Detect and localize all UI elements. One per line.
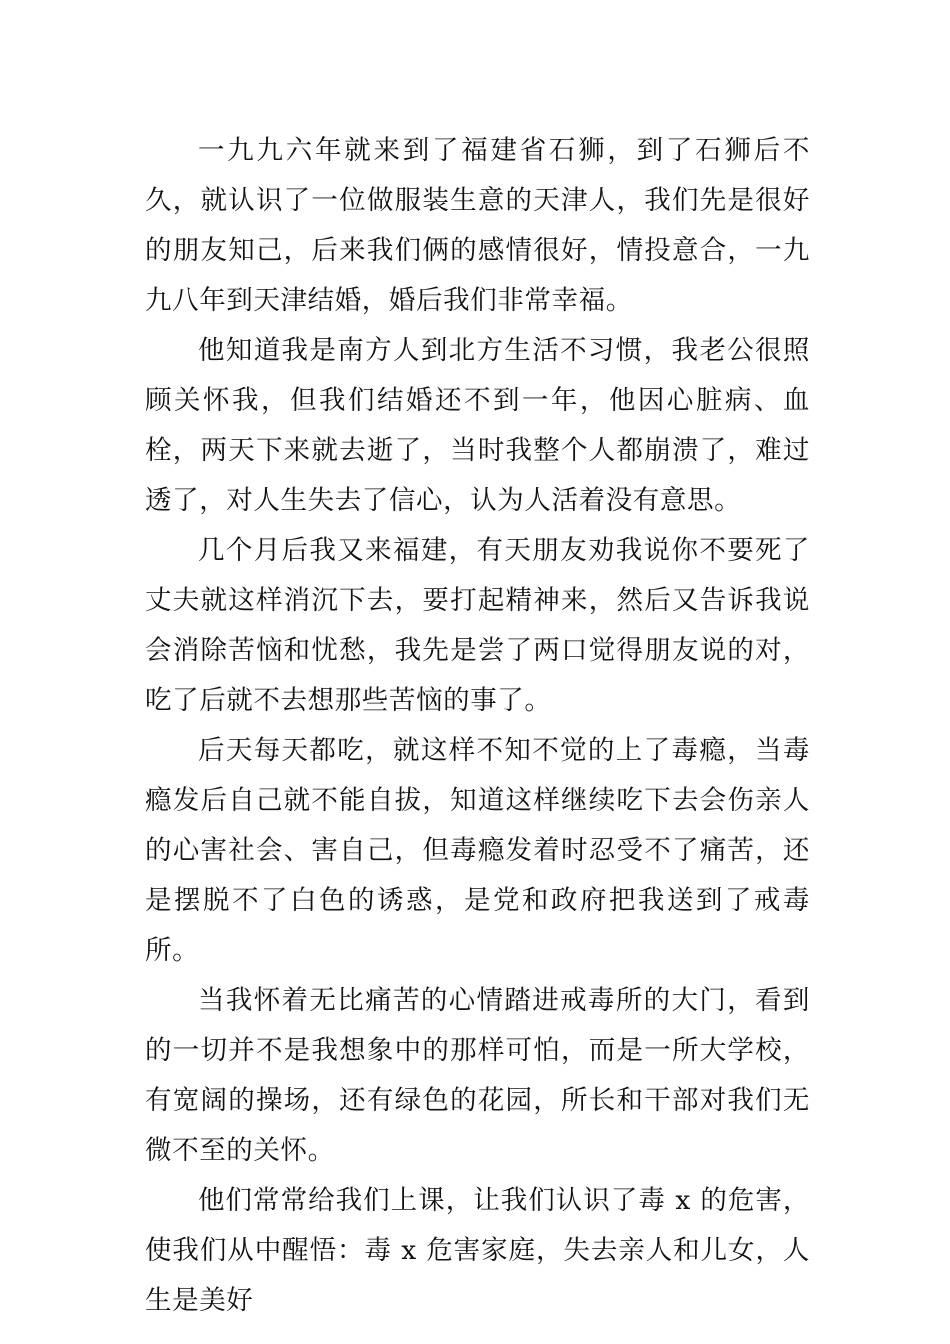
paragraph-3: 几个月后我又来福建，有天朋友劝我说你不要死了丈夫就这样消沉下去，要打起精神来，然后又告诉我说会消除苦恼和忧愁，我先是尝了两口觉得朋友说的对，吃了后就不去想那些苦恼的事了。 — [145, 535, 810, 716]
paragraph-5: 当我怀着无比痛苦的心情踏进戒毒所的大门，看到的一切并不是我想象中的那样可怕，而是一所大学校，有宽阔的操场，还有绿色的花园，所长和干部对我们无微不至的关怀。 — [145, 985, 810, 1166]
paragraph-2: 他知道我是南方人到北方生活不习惯，我老公很照顾关怀我，但我们结婚还不到一年，他因心脏病、血栓，两天下来就去逝了，当时我整个人都崩溃了，难过透了，对人生失去了信心，认为人活着没有意思。 — [145, 335, 810, 516]
paragraph-1: 一九九六年就来到了福建省石狮，到了石狮后不久，就认识了一位做服装生意的天津人，我们先是很好的朋友知己，后来我们俩的感情很好，情投意合，一九九八年到天津结婚，婚后我们非常幸福。 — [145, 135, 810, 316]
paragraph-6: 他们常常给我们上课，让我们认识了毒 x 的危害，使我们从中醒悟：毒 x 危害家庭，失去亲人和儿女，人生是美好 — [145, 1185, 810, 1316]
paragraph-4: 后天每天都吃，就这样不知不觉的上了毒瘾，当毒瘾发后自己就不能自拔，知道这样继续吃下去会伤亲人的心害社会、害自己，但毒瘾发着时忍受不了痛苦，还是摆脱不了白色的诱惑，是党和政府把我送到了戒毒所。 — [145, 735, 810, 966]
document-body — [145, 126, 810, 1326]
